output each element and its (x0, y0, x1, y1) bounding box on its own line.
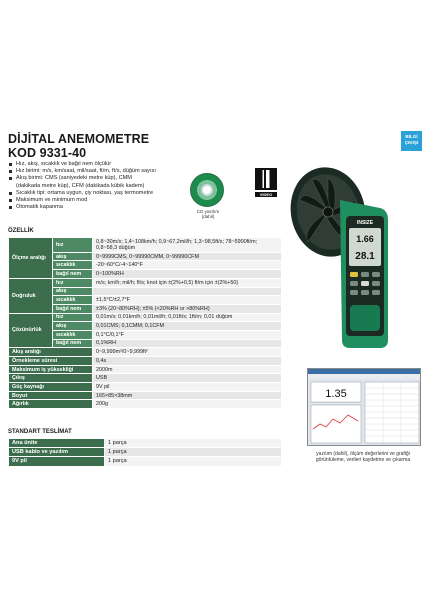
table-row (9, 457, 282, 466)
brand-logo: INSIZE (356, 220, 374, 226)
spec-table (8, 237, 282, 409)
row-header: USB kablo ve yazılım (9, 448, 105, 457)
sub-header: akış (53, 322, 93, 331)
cell: 1 parça (105, 439, 282, 448)
device-buttons (350, 272, 380, 295)
cell: 2000m (93, 365, 282, 374)
cell: ±3% (20~80%RH); ±5% (<20%RH or >80%RH) (93, 304, 282, 313)
sub-header: akış (53, 287, 93, 296)
sub-header: sıcaklık (53, 261, 93, 270)
video-label: VIDEO (255, 192, 277, 197)
feature-item: Akış birimi: CMS (saniyedeki metre küp), CMM (9, 175, 199, 182)
feature-item: Hız birimi: m/s, km/saat, mil/saat, ft/m, ft/s, düğüm sayısı (9, 168, 199, 175)
table-row (9, 278, 282, 287)
sub-header: hız (53, 238, 93, 253)
anemometer-image (288, 160, 396, 350)
table-row (9, 238, 282, 253)
table-row (9, 400, 282, 409)
row-header: Çıkış (9, 374, 93, 383)
bullet-icon (9, 177, 12, 180)
row-header: Akış aralığı (9, 348, 93, 357)
cell: 0,01CMS; 0,1CMM; 0,1CFM (93, 322, 282, 331)
bullet-icon (9, 163, 12, 166)
sub-header: akış (53, 252, 93, 261)
row-header: Doğruluk (9, 278, 53, 313)
row-header: Maksimum iş yüksekliği (9, 365, 93, 374)
table-row (9, 313, 282, 322)
page-title (8, 132, 149, 160)
cell: 1 parça (105, 448, 282, 457)
standard-delivery-heading: STANDART TESLİMAT (8, 429, 72, 435)
table-row (9, 448, 282, 457)
bullet-icon (9, 206, 12, 209)
software-screenshot (307, 368, 421, 446)
row-header: Çözünürlük (9, 313, 53, 348)
cell: -20~60°C/-4~140°F (93, 261, 282, 270)
sub-header: sıcaklık (53, 330, 93, 339)
cell: 0,4s (93, 357, 282, 366)
sub-header: bağıl nem (53, 270, 93, 279)
cell: 0~9,999m²/0~9,999ft² (93, 348, 282, 357)
cell (93, 287, 282, 296)
cell: 0,8~30m/s; 1,4~108km/h; 0,9~67,2mil/h; 1,3~98,5ft/s; 78~5900ft/m; 0,8~58,3 düğüm (93, 238, 282, 253)
cell: 200g (93, 400, 282, 409)
device-button (361, 281, 369, 286)
table-row (9, 439, 282, 448)
table-row (9, 348, 282, 357)
cd-label: CD yazılım (dahil) (196, 209, 220, 220)
table-row (9, 383, 282, 392)
fan-hub (323, 207, 333, 217)
row-header: 9V pil (9, 457, 105, 466)
sub-header: bağıl nem (53, 304, 93, 313)
sub-header: hız (53, 313, 93, 322)
cell: USB (93, 374, 282, 383)
row-header: Ölçme aralığı (9, 238, 53, 279)
cell: m/s; km/h; mil/h; ft/s; knot için ±(2%+0,5) ft/m için ±(2%+50) (93, 278, 282, 287)
feature-item: Otomatik kapanma (9, 204, 199, 211)
row-header: Boyut (9, 391, 93, 400)
cell: ±1,5°C/±2,7°F (93, 296, 282, 305)
sub-header: sıcaklık (53, 296, 93, 305)
device-button (372, 281, 380, 286)
cell: 0,1%RH (93, 339, 282, 348)
cell: 1 parça (105, 457, 282, 466)
cell: 9V pil (93, 383, 282, 392)
bullet-icon (9, 192, 12, 195)
product-code: KOD 9331-40 (8, 146, 87, 160)
bullet-icon (9, 170, 12, 173)
sub-header: bağıl nem (53, 339, 93, 348)
device-button (350, 272, 358, 277)
row-header: Ağırlık (9, 400, 93, 409)
cd-icon (190, 173, 224, 207)
feature-item-continued: (dakikada metre küp), CFM (dakikada kübik kadem) (16, 182, 145, 189)
cell: 0~100%RH (93, 270, 282, 279)
device-button (350, 281, 358, 286)
cell: 0,1°C/0,1°F (93, 330, 282, 339)
device-button (361, 290, 369, 295)
cell: 0~9999CMS, 0~99990CMM, 0~99990CFM (93, 252, 282, 261)
device-grip (350, 305, 380, 331)
product-name: DİJİTAL ANEMOMETRE (8, 132, 150, 146)
software-window (308, 369, 421, 446)
bullet-icon (9, 199, 12, 202)
software-caption: yazılım (dahil), ölçüm değerlerini ve grafiği görüntüleme, verileri kaydetme ve çıkarma (315, 451, 411, 463)
row-header: Güç kaynağı (9, 383, 93, 392)
table-row (9, 391, 282, 400)
spec-heading: ÖZELLİK (8, 228, 34, 234)
table-row (9, 374, 282, 383)
cell: 0,01m/s; 0,01km/h; 0,01mil/h; 0,01ft/s; 1ft/m; 0,01 düğüm (93, 313, 282, 322)
row-header: Ana ünite (9, 439, 105, 448)
table-row (9, 357, 282, 366)
standard-delivery-table (8, 438, 282, 467)
row-header: Örnekleme süresi (9, 357, 93, 366)
software-reading: 1.35 (325, 388, 347, 400)
lcd-reading-bottom: 28.1 (355, 251, 375, 262)
feature-item: Hız, akış, sıcaklık ve bağıl nem ölçülür (9, 161, 199, 168)
device-button (350, 290, 358, 295)
table-row (9, 365, 282, 374)
lcd-reading-top: 1.66 (356, 234, 374, 244)
sub-header: hız (53, 278, 93, 287)
data-output-badge: BİLGİ ÇIKIŞI (401, 131, 422, 151)
device-button (372, 290, 380, 295)
feature-item: Sıcaklık tipi: ortama uygun, çiy noktası, yaş termometre (9, 190, 199, 197)
feature-list (9, 161, 199, 211)
device-button (372, 272, 380, 277)
feature-item: Maksimum ve minimum mod (9, 197, 199, 204)
cell: 165×85×38mm (93, 391, 282, 400)
device-button (361, 272, 369, 277)
qr-code-icon[interactable] (255, 168, 277, 190)
